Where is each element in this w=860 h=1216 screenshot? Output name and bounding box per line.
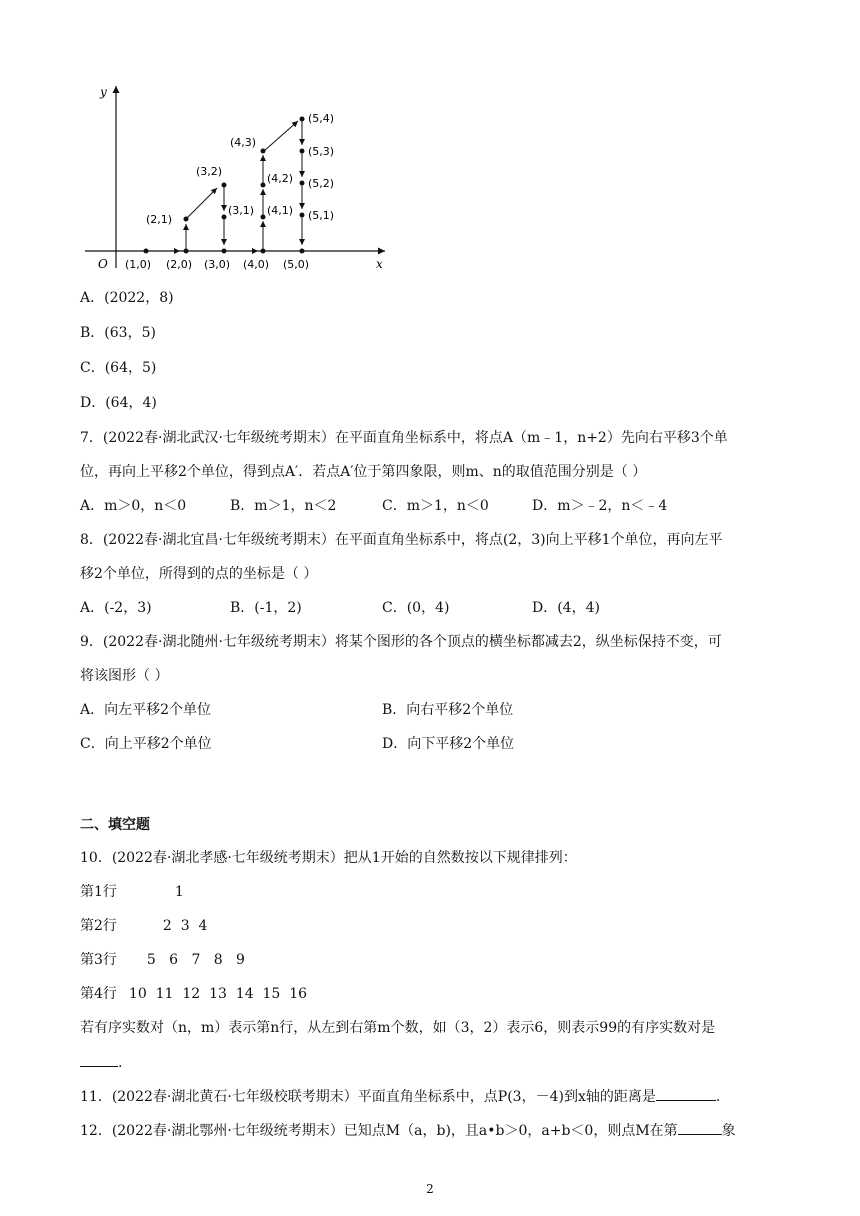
q11-stem: 11．(2022春·湖北黄石·七年级校联考期末）平面直角坐标系中，点P(3，－4)到x轴的距离是 (80, 1089, 656, 1105)
row-numbers: 2 3 4 (162, 918, 208, 934)
q9-option-c: C．向上平移2个单位 (80, 736, 212, 752)
q11-period: . (715, 1089, 721, 1105)
q6-option-c: C．(64，5) (80, 360, 157, 376)
lattice-path-figure (80, 78, 400, 278)
row-numbers: 5 6 7 8 9 (146, 952, 245, 968)
q7-option-d: D．m＞﹣2，n＜﹣4 (532, 498, 668, 514)
q10-question: 若有序实数对（n，m）表示第n行，从左到右第m个数，如（3，2）表示6，则表示99的有序实数对是 (80, 1020, 716, 1036)
label-5-2: (5,2) (308, 177, 335, 190)
q11-line (80, 1086, 720, 1107)
q10-row-2 (80, 916, 207, 936)
label-2-0: (2,0) (166, 258, 193, 271)
q12-tail: 象 (721, 1123, 736, 1139)
q8-option-d: D．(4，4) (532, 600, 600, 616)
q9-option-b: B．向右平移2个单位 (382, 702, 514, 718)
label-3-0: (3,0) (204, 258, 231, 271)
label-5-4: (5,4) (308, 112, 335, 125)
row-label: 第2行 (80, 918, 117, 934)
label-1-0: (1,0) (125, 258, 152, 271)
q9-stem-line2: 将该图形（ ） (80, 668, 169, 684)
label-4-2: (4,2) (267, 172, 294, 185)
label-4-0: (4,0) (243, 258, 270, 271)
origin-label: O (98, 257, 108, 271)
label-4-1: (4,1) (267, 204, 294, 217)
label-4-3: (4,3) (230, 136, 257, 149)
q8-option-a: A．(-2，3) (80, 600, 152, 616)
label-3-2: (3,2) (196, 165, 223, 178)
q7-option-c: C．m＞1，n＜0 (382, 498, 489, 514)
q6-option-b: B．(63，5) (80, 325, 156, 341)
x-axis-label: x (376, 257, 383, 271)
q12-answer-blank[interactable] (678, 1120, 722, 1135)
row-numbers: 10 11 12 13 14 15 16 (128, 986, 308, 1002)
q9-option-a: A．向左平移2个单位 (80, 702, 212, 718)
q10-row-3 (80, 950, 245, 970)
q6-option-d: D．(64，4) (80, 395, 157, 411)
q8-option-c: C．(0，4) (382, 600, 450, 616)
row-label: 第1行 (80, 884, 117, 900)
y-axis-label: y (100, 85, 107, 99)
label-5-0: (5,0) (283, 258, 310, 271)
q10-row-4 (80, 984, 307, 1004)
q10-answer-blank[interactable] (80, 1052, 118, 1067)
q8-stem-line1: 8．(2022春·湖北宜昌·七年级统考期末）在平面直角坐标系中，将点(2，3)向上平移1个单位，再向左平 (80, 532, 723, 548)
q10-period: . (118, 1055, 123, 1071)
q12-line (80, 1120, 736, 1141)
label-5-1: (5,1) (308, 209, 335, 222)
q7-stem-line1: 7．(2022春·湖北武汉·七年级统考期末）在平面直角坐标系中，将点A（m﹣1，n+2）先向右平移3个单 (80, 430, 728, 446)
row-numbers: 1 (174, 884, 184, 900)
q7-option-a: A．m＞0，n＜0 (80, 498, 187, 514)
row-label: 第3行 (80, 952, 117, 968)
q9-stem-line1: 9．(2022春·湖北随州·七年级统考期末）将某个图形的各个顶点的横坐标都减去2，纵坐标保持不变，可 (80, 634, 722, 650)
label-3-1: (3,1) (228, 204, 255, 217)
label-5-3: (5,3) (308, 145, 335, 158)
q8-stem-line2: 移2个单位，所得到的点的坐标是（ ） (80, 566, 318, 582)
q12-stem: 12．(2022春·湖北鄂州·七年级统考期末）已知点M（a，b)，且a•b＞0，a+b＜0，则点M在第 (80, 1123, 678, 1139)
row-label: 第4行 (80, 986, 117, 1002)
q7-stem-line2: 位，再向上平移2个单位，得到点A′．若点A′位于第四象限，则m、n的取值范围分别是（ ） (80, 464, 647, 480)
page-number: 2 (426, 1182, 434, 1196)
q8-option-b: B．(-1，2) (230, 600, 302, 616)
q7-option-b: B．m＞1，n＜2 (230, 498, 337, 514)
q9-option-d: D．向下平移2个单位 (382, 736, 515, 752)
q10-stem-line1: 10．(2022春·湖北孝感·七年级统考期末）把从1开始的自然数按以下规律排列： (80, 850, 577, 866)
q10-answer-line (80, 1052, 122, 1073)
q6-option-a: A．(2022，8) (80, 290, 174, 306)
q11-answer-blank[interactable] (656, 1086, 716, 1101)
section-heading-fill-in: 二、填空题 (80, 817, 150, 833)
label-2-1: (2,1) (146, 213, 173, 226)
q10-row-1 (80, 882, 184, 902)
